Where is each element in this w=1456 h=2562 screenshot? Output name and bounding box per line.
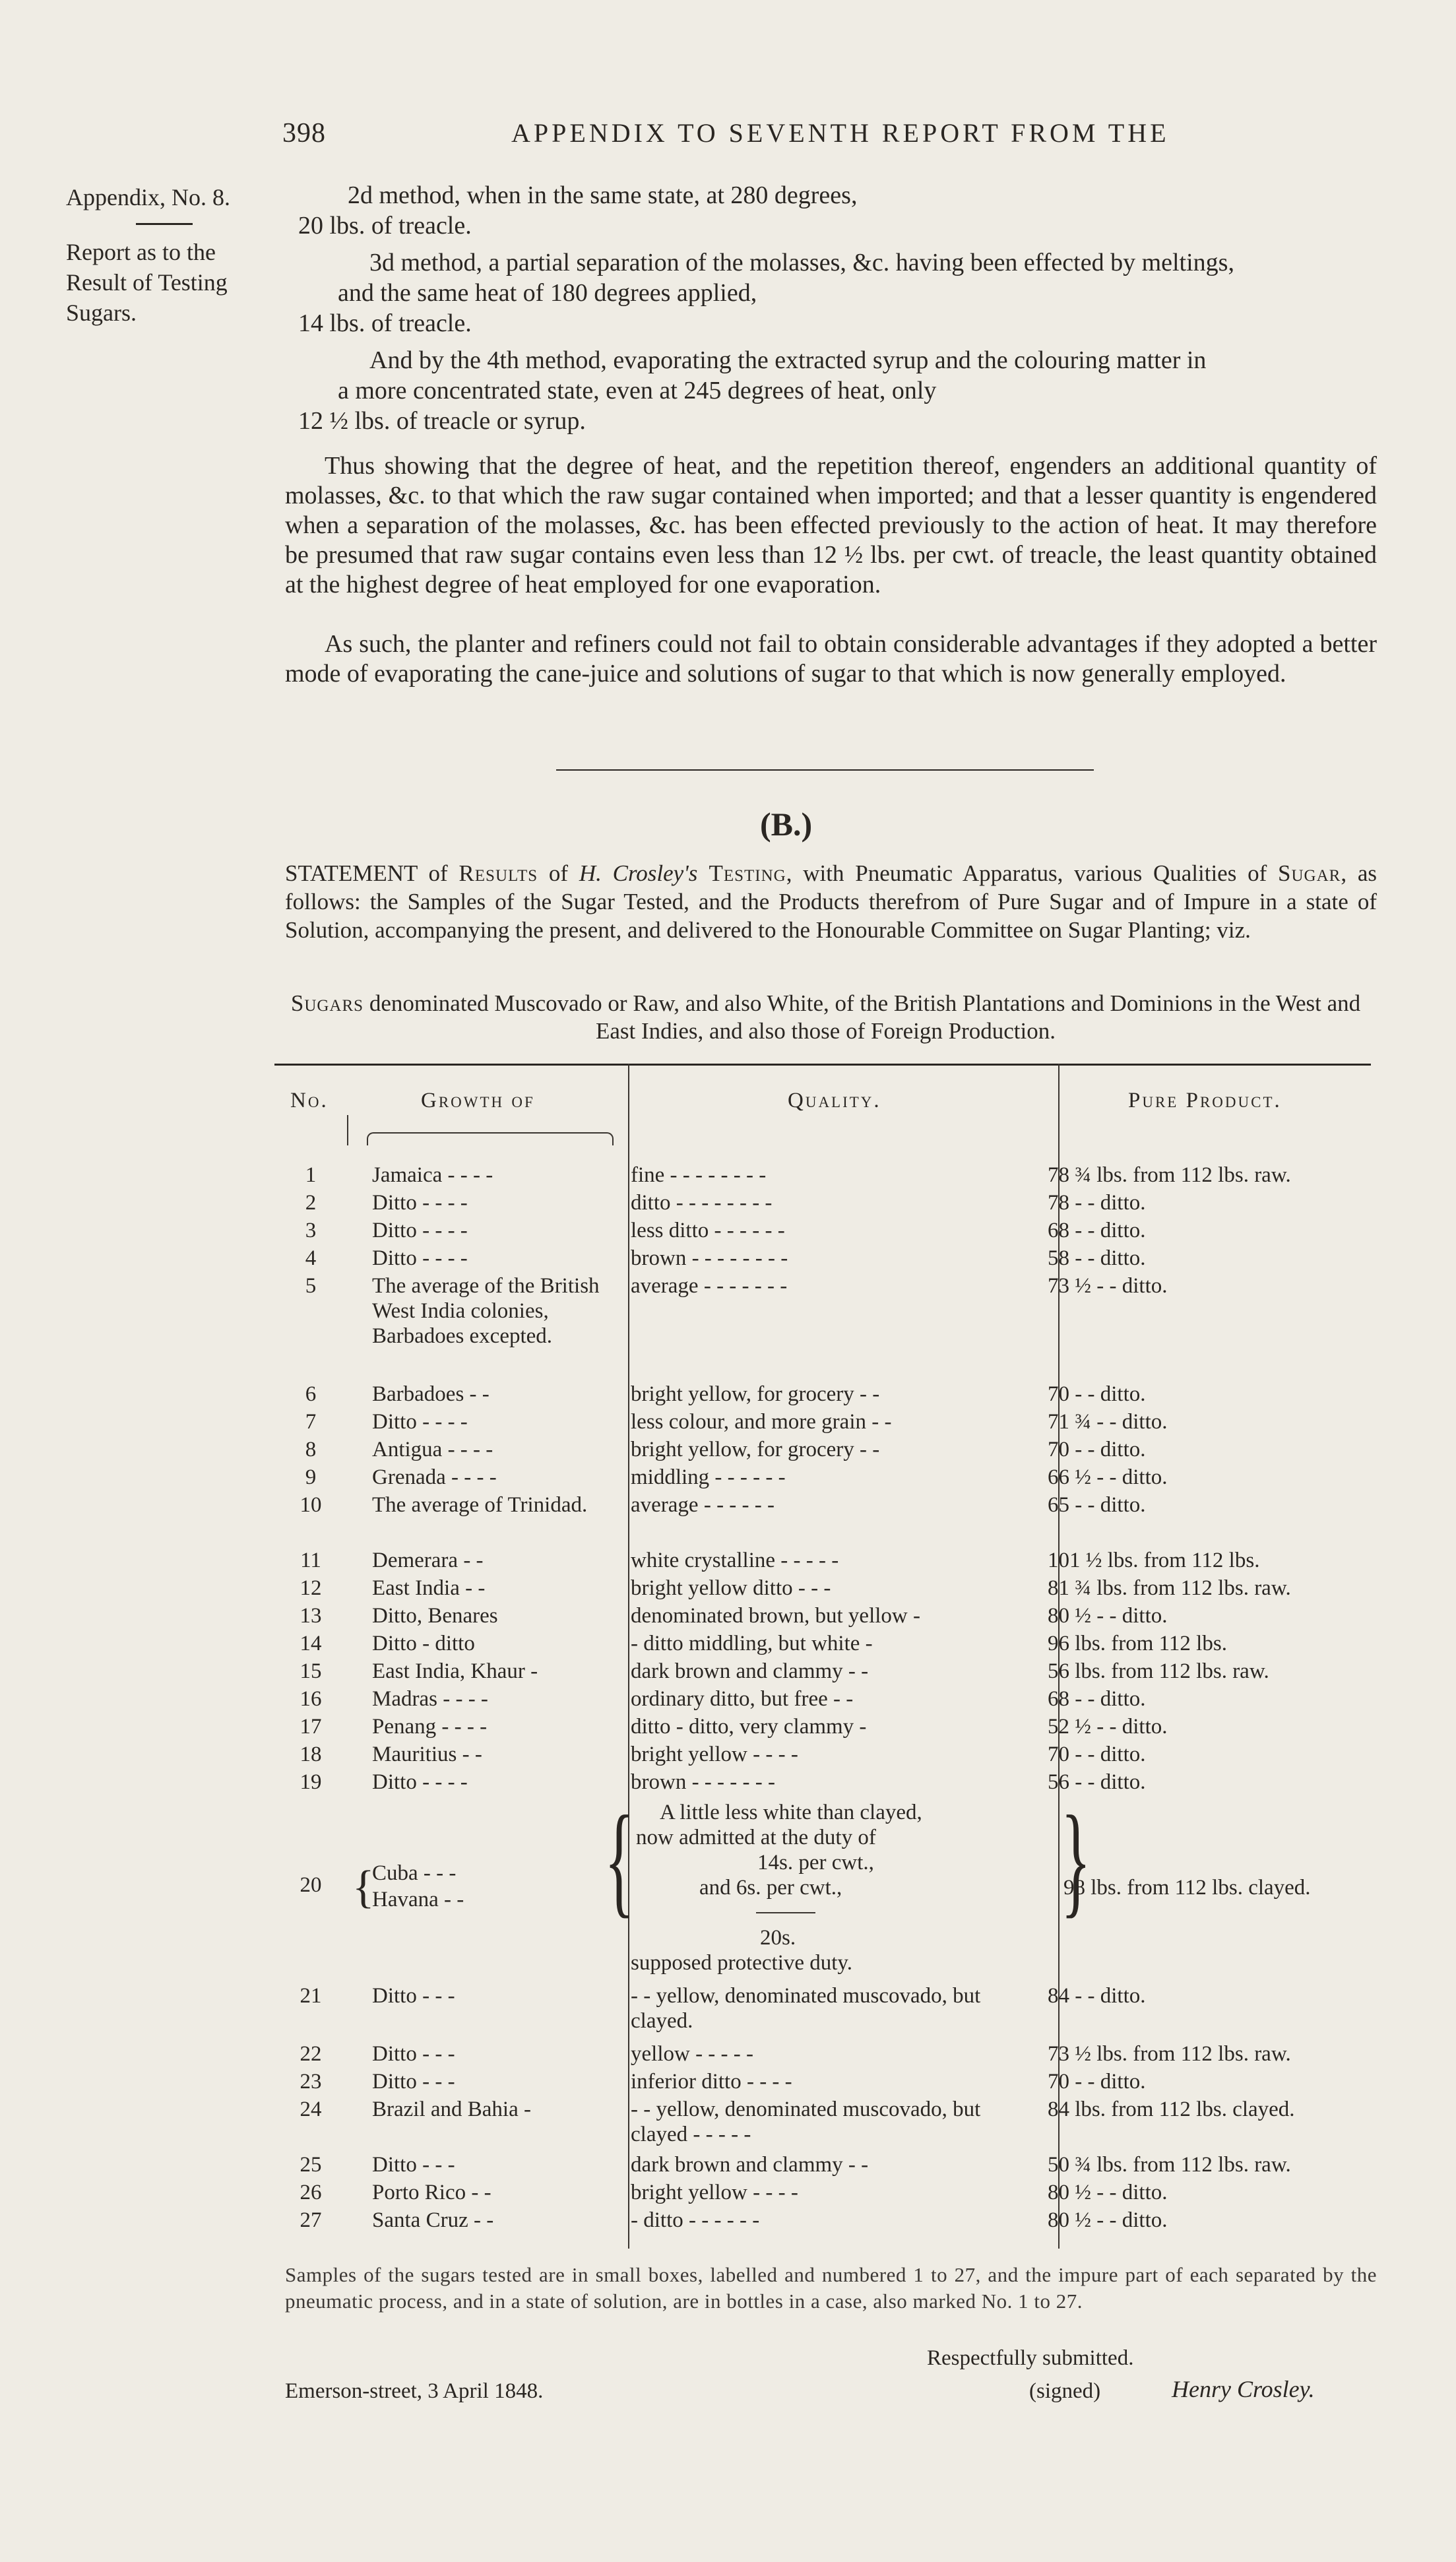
growth-cell: Porto Rico - - bbox=[372, 2181, 491, 2204]
growth-cell: Ditto - - - - bbox=[372, 1219, 468, 1242]
growth-header-brace bbox=[367, 1132, 614, 1145]
growth-cell: East India - - bbox=[372, 1576, 486, 1600]
growth-cell: Ditto - - - - bbox=[372, 1410, 468, 1434]
quality-cell: dark brown and clammy - - bbox=[631, 1659, 869, 1683]
quality-cell: - ditto - - - - - - bbox=[631, 2208, 760, 2232]
column-header-quality: Quality. bbox=[788, 1089, 881, 1112]
row-number: 6 bbox=[305, 1382, 317, 1406]
quality-cell: bright yellow - - - - bbox=[631, 1743, 798, 1766]
product-cell: 73 ½ lbs. from 112 lbs. raw. bbox=[1048, 2042, 1291, 2066]
row-number: 12 bbox=[300, 1576, 322, 1600]
row-number: 22 bbox=[300, 2042, 322, 2066]
product-cell: 65 - - ditto. bbox=[1048, 1493, 1146, 1517]
statement-sugar: Sugar bbox=[1278, 860, 1341, 886]
statement-paragraph bbox=[285, 859, 1377, 944]
product-cell: 84 lbs. from 112 lbs. clayed. bbox=[1048, 2098, 1295, 2121]
respectfully-submitted: Respectfully submitted. bbox=[927, 2346, 1134, 2370]
growth-havana: Havana - - bbox=[372, 1888, 464, 1911]
page-title: APPENDIX TO SEVENTH REPORT FROM THE bbox=[511, 118, 1170, 148]
product-cell: 70 - - ditto. bbox=[1048, 1743, 1146, 1766]
product-cell: 56 lbs. from 112 lbs. raw. bbox=[1048, 1659, 1269, 1683]
row-number: 15 bbox=[300, 1659, 322, 1683]
row-number: 21 bbox=[300, 1984, 322, 2008]
quality-cell: white crystalline - - - - - bbox=[631, 1549, 839, 1572]
product-cell: 80 ½ - - ditto. bbox=[1048, 2208, 1168, 2232]
product-cell: 96 lbs. from 112 lbs. bbox=[1048, 1632, 1227, 1655]
growth-cell: Jamaica - - - - bbox=[372, 1163, 493, 1187]
margin-note bbox=[66, 182, 230, 328]
row-number: 4 bbox=[305, 1246, 317, 1270]
quality-line: and 6s. per cwt., bbox=[699, 1876, 842, 1900]
column-header-product: Pure Product. bbox=[1128, 1089, 1282, 1112]
product-cell: 80 ½ - - ditto. bbox=[1048, 1604, 1168, 1628]
quality-cell: less ditto - - - - - - bbox=[631, 1219, 785, 1242]
method-4-line-2: a more concentrated state, even at 245 degrees of heat, only bbox=[338, 377, 937, 404]
column-divider bbox=[628, 1064, 629, 2249]
statement-text: of bbox=[417, 860, 459, 886]
row-number: 25 bbox=[300, 2153, 322, 2177]
row-number: 23 bbox=[300, 2070, 322, 2094]
product-cell: 71 ¾ - - ditto. bbox=[1048, 1410, 1168, 1434]
statement-results: Results bbox=[459, 860, 538, 886]
row-number: 5 bbox=[305, 1274, 317, 1298]
paragraph: As such, the planter and refiners could not fail to obtain considerable advantages if they adopted a better mode of evaporating the cane-juice and solutions of sugar to that which is now generally employed. bbox=[285, 630, 1377, 688]
quality-cell: - - yellow, denominated muscovado, but clayed - - - - - bbox=[631, 2098, 981, 2146]
method-3-line-2: and the same heat of 180 degrees applied, bbox=[338, 279, 757, 307]
quality-line: now admitted at the duty of bbox=[636, 1826, 876, 1849]
growth-cell: Ditto - - - bbox=[372, 1984, 455, 2008]
product-cell: 68 - - ditto. bbox=[1048, 1687, 1146, 1711]
column-header-no: No. bbox=[290, 1089, 329, 1112]
paragraph: Thus showing that the degree of heat, and the repetition thereof, engenders an additional quantity of molasses, &c. to that which the raw sugar contained when imported; and that a lesser quantity is engendered when a separation of the molasses, &c. has been effected previously to the action of heat. It may therefore be presumed that raw sugar contains even less than 12 ½ lbs. per cwt. of treacle, the least quantity obtained at the highest degree of heat employed for one evaporation. bbox=[285, 452, 1377, 598]
growth-cell: Ditto - - - bbox=[372, 2042, 455, 2066]
growth-cuba: Cuba - - - bbox=[372, 1861, 457, 1885]
product-cell: 84 - - ditto. bbox=[1048, 1984, 1146, 2008]
growth-cell: Ditto - - - - bbox=[372, 1770, 468, 1794]
section-heading: (B.) bbox=[760, 806, 813, 843]
quality-cell: bright yellow ditto - - - bbox=[631, 1576, 831, 1600]
quality-cell: inferior ditto - - - - bbox=[631, 2070, 792, 2094]
growth-cell: Madras - - - - bbox=[372, 1687, 488, 1711]
growth-cell: Demerara - - bbox=[372, 1549, 484, 1572]
row-number: 1 bbox=[305, 1163, 317, 1187]
product-cell: 98 lbs. from 112 lbs. clayed. bbox=[1063, 1876, 1311, 1900]
method-4-line-3: 12 ½ lbs. of treacle or syrup. bbox=[298, 407, 586, 435]
quality-line: A little less white than clayed, bbox=[660, 1801, 922, 1824]
product-cell: 52 ½ - - ditto. bbox=[1048, 1715, 1168, 1739]
quality-line: supposed protective duty. bbox=[631, 1951, 853, 1975]
row-number: 26 bbox=[300, 2181, 322, 2204]
table-top-rule bbox=[274, 1064, 1371, 1066]
brace-quality-left: { bbox=[604, 1791, 635, 1929]
row-number: 19 bbox=[300, 1770, 322, 1794]
growth-cell: Penang - - - - bbox=[372, 1715, 488, 1739]
product-cell: 50 ¾ lbs. from 112 lbs. raw. bbox=[1048, 2153, 1291, 2177]
address-date: Emerson-street, 3 April 1848. bbox=[285, 2379, 544, 2403]
column-divider bbox=[347, 1115, 348, 1145]
growth-cell: Ditto - - - bbox=[372, 2153, 455, 2177]
row-number: 10 bbox=[300, 1493, 322, 1517]
row-number: 17 bbox=[300, 1715, 322, 1739]
row-number: 16 bbox=[300, 1687, 322, 1711]
row-number: 20 bbox=[300, 1873, 322, 1897]
quality-cell: average - - - - - - bbox=[631, 1493, 775, 1517]
growth-cell: Grenada - - - - bbox=[372, 1465, 497, 1489]
method-2-line-2: 20 lbs. of treacle. bbox=[298, 212, 472, 240]
row-number: 11 bbox=[300, 1549, 321, 1572]
growth-cell: Brazil and Bahia - bbox=[372, 2098, 531, 2121]
product-cell: 78 ¾ lbs. from 112 lbs. raw. bbox=[1048, 1163, 1291, 1187]
quality-cell: dark brown and clammy - - bbox=[631, 2153, 869, 2177]
quality-cell: bright yellow, for grocery - - bbox=[631, 1382, 880, 1406]
product-cell: 81 ¾ lbs. from 112 lbs. raw. bbox=[1048, 1576, 1291, 1600]
column-header-growth: Growth of bbox=[421, 1089, 535, 1112]
row-number: 24 bbox=[300, 2098, 322, 2121]
row-number: 18 bbox=[300, 1743, 322, 1766]
row-number: 9 bbox=[305, 1465, 317, 1489]
quality-cell: brown - - - - - - - - bbox=[631, 1246, 788, 1270]
sugars-subheading bbox=[274, 990, 1377, 1045]
method-3-line-1: 3d method, a partial separation of the molasses, &c. having been effected by meltings, bbox=[369, 249, 1234, 276]
row-number: 2 bbox=[305, 1191, 317, 1215]
statement-testing: Testing bbox=[697, 860, 786, 886]
growth-cell: East India, Khaur - bbox=[372, 1659, 538, 1683]
duty-rule bbox=[756, 1912, 815, 1913]
growth-cell: Antigua - - - - bbox=[372, 1438, 493, 1461]
sugars-text: denominated Muscovado or Raw, and also White, of the British Plantations and Dominions in the West and East Indies, and also those of Foreign Production. bbox=[364, 990, 1361, 1044]
growth-cell: Ditto - - - - bbox=[372, 1191, 468, 1215]
margin-note-line: Sugars. bbox=[66, 300, 137, 326]
quality-line: 20s. bbox=[760, 1926, 796, 1950]
growth-cell: The average of the British West India colonies, Barbadoes excepted. bbox=[372, 1274, 600, 1348]
growth-cell: Ditto - ditto bbox=[372, 1632, 475, 1655]
sugars-lead: Sugars bbox=[290, 990, 364, 1016]
method-2-line-1: 2d method, when in the same state, at 280 degrees, bbox=[348, 181, 858, 209]
growth-cell: The average of Trinidad. bbox=[372, 1493, 588, 1517]
growth-cell: Mauritius - - bbox=[372, 1743, 482, 1766]
row-number: 3 bbox=[305, 1219, 317, 1242]
growth-cell: Santa Cruz - - bbox=[372, 2208, 494, 2232]
quality-cell: denominated brown, but yellow - bbox=[631, 1604, 920, 1628]
quality-cell: - ditto middling, but white - bbox=[631, 1632, 873, 1655]
statement-name: H. Crosley's bbox=[579, 860, 698, 886]
row-number: 14 bbox=[300, 1632, 322, 1655]
product-cell: 80 ½ - - ditto. bbox=[1048, 2181, 1168, 2204]
statement-lead: STATEMENT bbox=[285, 860, 418, 886]
margin-note-line: Report as to the bbox=[66, 239, 216, 265]
quality-line: 14s. per cwt., bbox=[757, 1851, 874, 1874]
samples-note: Samples of the sugars tested are in small boxes, labelled and numbered 1 to 27, and the impure part of each separated by the pneumatic process, and in a state of solution, are in bottles in a case, also marked No. 1 to 27. bbox=[285, 2263, 1377, 2313]
product-cell: 58 - - ditto. bbox=[1048, 1246, 1146, 1270]
quality-cell: middling - - - - - - bbox=[631, 1465, 786, 1489]
row-number: 7 bbox=[305, 1410, 317, 1434]
statement-text: of bbox=[538, 860, 579, 886]
method-3-line-3: 14 lbs. of treacle. bbox=[298, 309, 472, 337]
quality-cell: ditto - ditto, very clammy - bbox=[631, 1715, 867, 1739]
row-number: 13 bbox=[300, 1604, 322, 1628]
margin-divider bbox=[136, 223, 193, 225]
quality-cell: - - yellow, denominated muscovado, but clayed. bbox=[631, 1984, 981, 2033]
product-cell: 66 ½ - - ditto. bbox=[1048, 1465, 1168, 1489]
product-cell: 101 ½ lbs. from 112 lbs. bbox=[1048, 1549, 1260, 1572]
quality-cell: average - - - - - - - bbox=[631, 1274, 788, 1298]
product-cell: 68 - - ditto. bbox=[1048, 1219, 1146, 1242]
quality-cell: ditto - - - - - - - - bbox=[631, 1191, 773, 1215]
appendix-label: Appendix, No. 8. bbox=[66, 184, 230, 210]
quality-cell: ordinary ditto, but free - - bbox=[631, 1687, 854, 1711]
brace-left: { bbox=[352, 1862, 375, 1913]
product-cell: 70 - - ditto. bbox=[1048, 2070, 1146, 2094]
product-cell: 70 - - ditto. bbox=[1048, 1438, 1146, 1461]
growth-cell: Barbadoes - - bbox=[372, 1382, 490, 1406]
quality-cell: yellow - - - - - bbox=[631, 2042, 754, 2066]
statement-text: , with Pneumatic Apparatus, various Qualities of bbox=[786, 860, 1279, 886]
brace-product-right: } bbox=[1061, 1791, 1091, 1929]
product-cell: 73 ½ - - ditto. bbox=[1048, 1274, 1168, 1298]
section-divider bbox=[556, 769, 1094, 771]
product-cell: 56 - - ditto. bbox=[1048, 1770, 1146, 1794]
method-4-line-1: And by the 4th method, evaporating the extracted syrup and the colouring matter in bbox=[369, 346, 1207, 374]
margin-note-line: Result of Testing bbox=[66, 269, 228, 296]
product-cell: 78 - - ditto. bbox=[1048, 1191, 1146, 1215]
quality-cell: brown - - - - - - - bbox=[631, 1770, 775, 1794]
product-cell: 70 - - ditto. bbox=[1048, 1382, 1146, 1406]
signature: Henry Crosley. bbox=[1172, 2376, 1315, 2402]
growth-cell: Ditto, Benares bbox=[372, 1604, 498, 1628]
quality-cell: bright yellow, for grocery - - bbox=[631, 1438, 880, 1461]
row-number: 27 bbox=[300, 2208, 322, 2232]
row-number: 8 bbox=[305, 1438, 317, 1461]
quality-cell: bright yellow - - - - bbox=[631, 2181, 798, 2204]
statement-text: , as follows: the Samples of the Sugar Tested, and the Products therefrom of Pure Sugar and of Impure in a state of Solution, accompanying the present, and delivered to the Honourable Committee on Sugar Planting; viz. bbox=[285, 860, 1377, 943]
signed-label: (signed) bbox=[1029, 2379, 1101, 2403]
quality-cell: fine - - - - - - - - bbox=[631, 1163, 767, 1187]
growth-cell: Ditto - - - bbox=[372, 2070, 455, 2094]
growth-cell: Ditto - - - - bbox=[372, 1246, 468, 1270]
page-number: 398 bbox=[282, 118, 326, 148]
quality-cell: less colour, and more grain - - bbox=[631, 1410, 892, 1434]
